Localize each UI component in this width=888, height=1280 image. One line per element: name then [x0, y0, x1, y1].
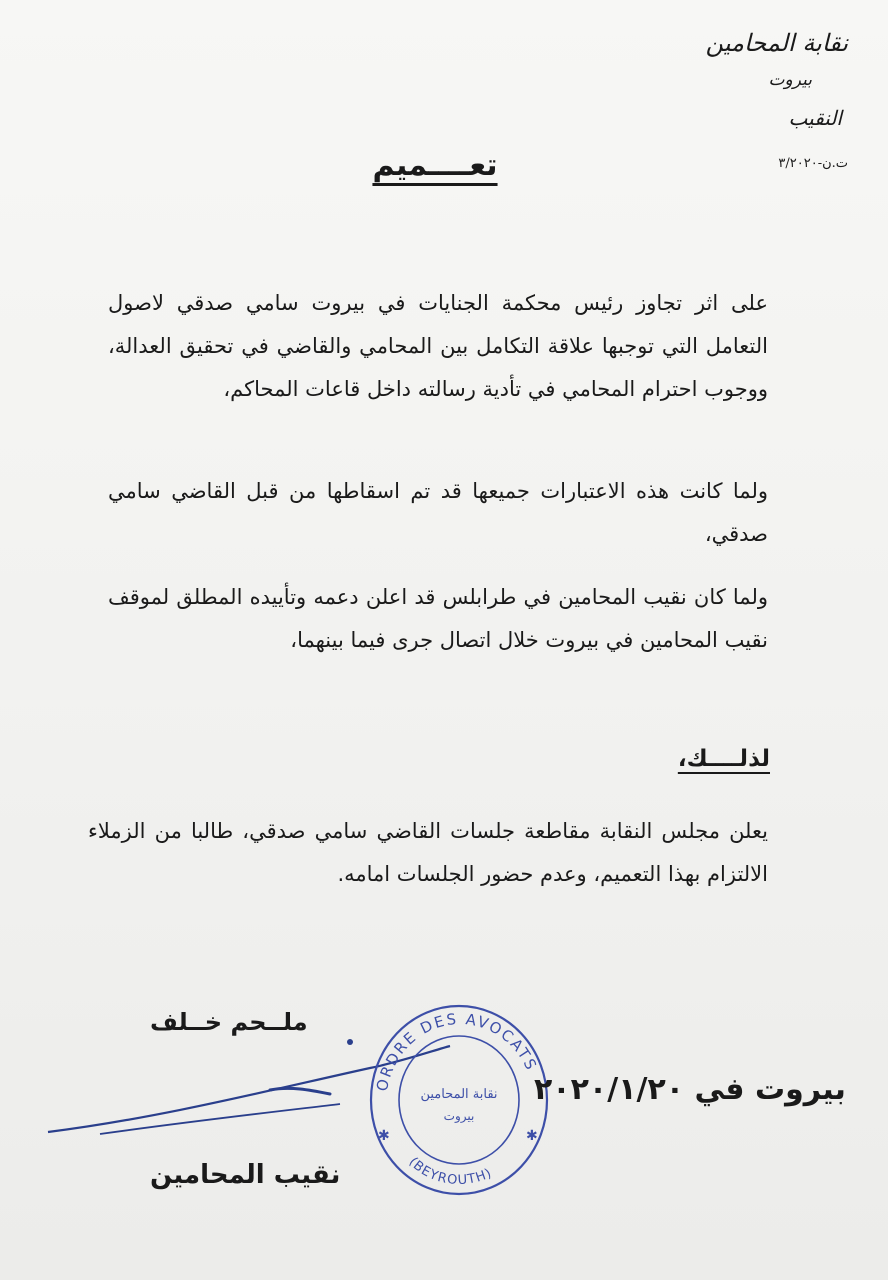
- official-stamp: [364, 1000, 554, 1200]
- stamp-inner-text: نقابة المحامين: [420, 1087, 498, 1102]
- stamp-star-icon: ✱: [526, 1128, 538, 1144]
- paragraph-3: ولما كان نقيب المحامين في طرابلس قد اعلن دعمه وتأييده المطلق لموقف نقيب المحامين في بيروت خلال اتصال جرى فيما بينهما،: [108, 585, 768, 652]
- reference-number: ت.ن-٣/٢٠٢٠: [778, 156, 848, 171]
- signer-role: نقيب المحامين: [150, 1160, 341, 1190]
- stamp-outer-text: ORDRE DES AVOCATS: [372, 1009, 541, 1093]
- letterhead: [648, 30, 848, 130]
- document-title: تعــــميم: [372, 148, 498, 183]
- letterhead-role: النقيب: [788, 106, 842, 131]
- date-line: بيروت في ٢٠٢٠/١/٢٠: [534, 1072, 846, 1107]
- stamp-inner-city: بيروت: [443, 1109, 475, 1123]
- signer-name: ملــحم خــلف: [150, 1008, 308, 1036]
- letterhead-org: نقابة المحامين: [705, 29, 848, 57]
- announcement-paragraph: يعلن مجلس النقابة مقاطعة جلسات القاضي سامي صدقي، طالبا من الزملاء الالتزام بهذا التعميم، وعدم حضور الجلسات امامه.: [88, 819, 768, 886]
- paragraph-2: ولما كانت هذه الاعتبارات جميعها قد تم اسقاطها من قبل القاضي سامي صدقي،: [108, 479, 768, 546]
- therefore-heading: لذلــــك،: [677, 746, 770, 772]
- letterhead-city: بيروت: [768, 70, 812, 91]
- paragraph-1: على اثر تجاوز رئيس محكمة الجنايات في بيروت سامي صدقي لاصول التعامل التي توجبها علاقة التكامل بين المحامي والقاضي في تحقيق العدالة، ووجوب احترام المحامي في تأدية رسالته داخل قاعات المحاكم،: [108, 291, 768, 401]
- stamp-star-icon: ✱: [378, 1128, 390, 1144]
- stamp-bottom-text: (BEYROUTH): [405, 1154, 495, 1189]
